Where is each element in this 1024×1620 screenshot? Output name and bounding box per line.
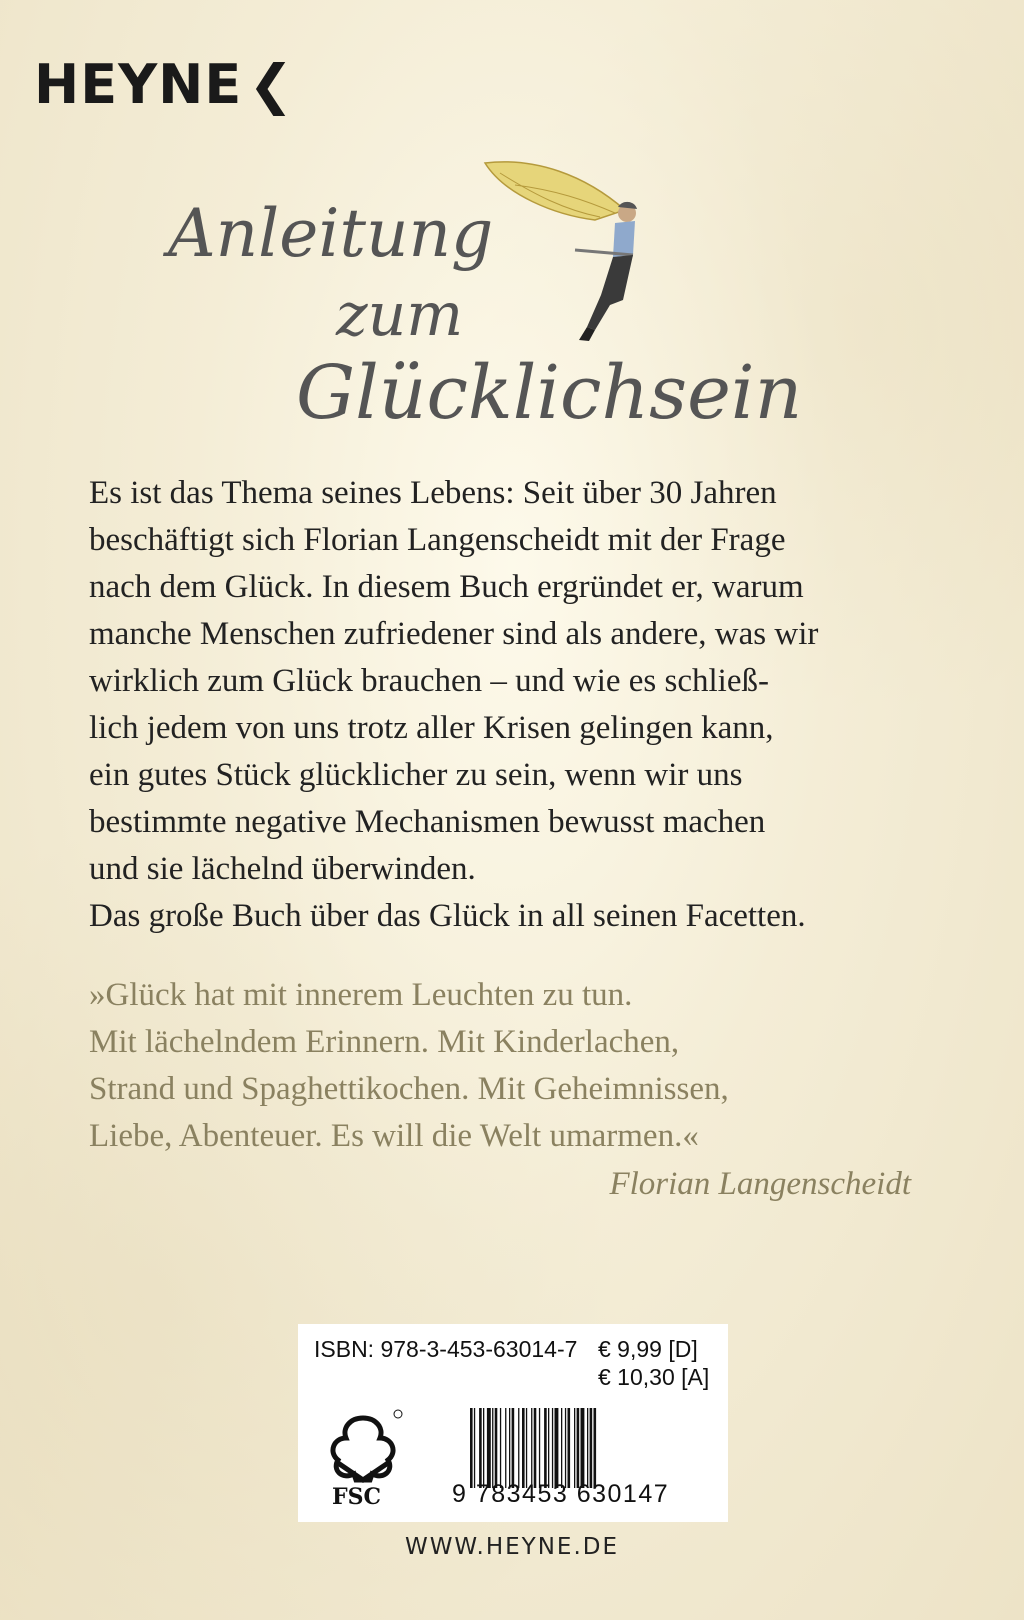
- isbn: ISBN: 978-3-453-63014-7: [314, 1336, 578, 1362]
- barcode-digits: 9 783453 630147: [452, 1480, 670, 1508]
- barcode-bar: [474, 1408, 475, 1488]
- quote-author: Florian Langenscheidt: [609, 1166, 911, 1202]
- flying-man-illustration: [475, 155, 675, 355]
- heyne-chevron-icon: ❮: [248, 53, 295, 116]
- barcode-bar: [577, 1408, 580, 1488]
- barcode-bar: [483, 1408, 484, 1488]
- barcode-bar: [539, 1408, 540, 1488]
- price-austria: € 10,30 [A]: [598, 1364, 710, 1390]
- title-line-1: Anleitung: [168, 195, 494, 272]
- barcode-bar: [526, 1408, 527, 1488]
- barcode-bar: [574, 1408, 575, 1488]
- fsc-label: FSC: [332, 1484, 382, 1510]
- description-line: Es ist das Thema seines Lebens: Seit über 30 Jahren: [89, 475, 777, 511]
- quote-line: »Glück hat mit innerem Leuchten zu tun.: [89, 977, 633, 1013]
- barcode: [468, 1408, 708, 1488]
- barcode-bar: [495, 1408, 498, 1488]
- description-line: manche Menschen zufriedener sind als andere, was wir: [89, 616, 819, 652]
- description-line: und sie lächelnd überwinden.: [89, 851, 476, 887]
- barcode-bar: [534, 1408, 537, 1488]
- heyne-logo: [34, 55, 295, 115]
- description-line: lich jedem von uns trotz aller Krisen gelingen kann,: [89, 710, 774, 746]
- title-line-2: zum: [336, 280, 464, 350]
- barcode-bar: [561, 1408, 562, 1488]
- website-url: WWW.HEYNE.DE: [404, 1534, 620, 1560]
- quote-line: Mit lächelndem Erinnern. Mit Kinderlachen,: [89, 1024, 680, 1060]
- description-line: Das große Buch über das Glück in all seinen Facetten.: [89, 898, 806, 934]
- title-line-3: Glücklichsein: [296, 350, 803, 436]
- barcode-bar: [522, 1408, 525, 1488]
- description-line: bestimmte negative Mechanismen bewusst machen: [89, 804, 766, 840]
- description-line: beschäftigt sich Florian Langenscheidt mit der Frage: [89, 522, 786, 558]
- barcode-bar: [505, 1408, 506, 1488]
- barcode-bar: [587, 1408, 588, 1488]
- price-germany: € 9,99 [D]: [598, 1336, 698, 1362]
- quote-line: Liebe, Abenteuer. Es will die Welt umarmen.«: [89, 1118, 699, 1154]
- barcode-bar: [594, 1408, 597, 1488]
- barcode-bar: [487, 1408, 491, 1488]
- description-line: nach dem Glück. In diesem Buch ergründet er, warum: [89, 569, 804, 605]
- barcode-panel: [298, 1324, 728, 1522]
- description-line: wirklich zum Glück brauchen – und wie es schließ-: [89, 663, 769, 699]
- barcode-bar: [512, 1408, 515, 1488]
- barcode-bar: [531, 1408, 532, 1488]
- barcode-bar: [548, 1408, 549, 1488]
- quote-line: Strand und Spaghettikochen. Mit Geheimnissen,: [89, 1071, 729, 1107]
- barcode-bar: [518, 1408, 519, 1488]
- barcode-bar: [479, 1408, 482, 1488]
- barcode-bar: [544, 1408, 547, 1488]
- barcode-bar: [565, 1408, 566, 1488]
- barcode-bar: [555, 1408, 559, 1488]
- barcode-bar: [509, 1408, 510, 1488]
- logo-text: HEYNE: [34, 53, 243, 116]
- description-line: ein gutes Stück glücklicher zu sein, wenn wir uns: [89, 757, 743, 793]
- barcode-bar: [470, 1408, 473, 1488]
- barcode-bar: [590, 1408, 593, 1488]
- barcode-bar: [500, 1408, 501, 1488]
- barcode-bar: [552, 1408, 553, 1488]
- barcode-bar: [568, 1408, 571, 1488]
- barcode-bar: [581, 1408, 585, 1488]
- book-description: [89, 470, 959, 940]
- author-quote: [89, 972, 949, 1160]
- barcode-bar: [492, 1408, 493, 1488]
